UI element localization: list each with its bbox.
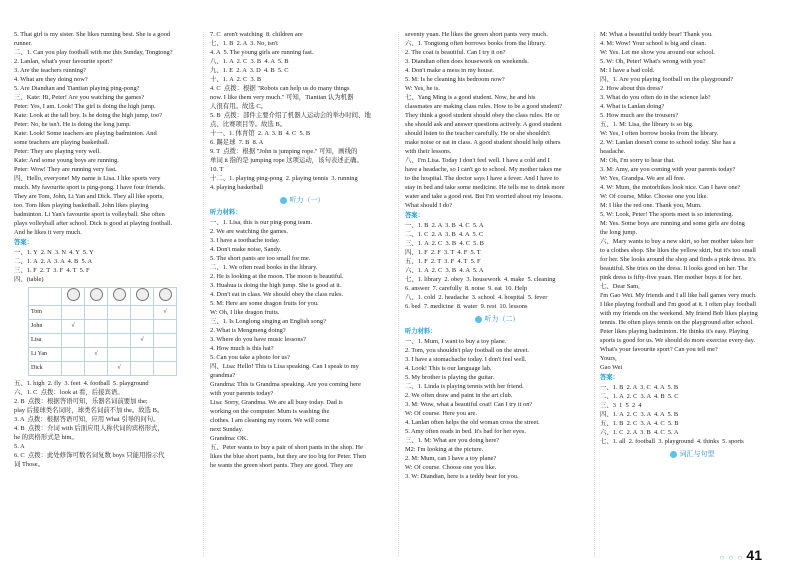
sport-ball-icon (113, 288, 126, 301)
text-line: What should I do? (405, 202, 453, 209)
text-line: he 的宾格形式是 him。 (14, 434, 78, 441)
text-line: 听力材料： (405, 328, 437, 335)
text-line: W: Yes, I often borrow books from the library. (600, 130, 719, 137)
text-line: 2. Tom, you shouldn't play football on the street. (405, 347, 529, 354)
text-line: Peter: No, he isn't. He is doing the long jump. (14, 121, 131, 128)
text-line: 5. M: Is he cleaning his bedroom now? (405, 76, 505, 83)
text-line: to the hospital. The doctor says I have a fever. And I have to (405, 175, 559, 182)
text-line: 六、1. Tongtong often borrows books from the library. (405, 40, 546, 47)
text-line: 听力材料： (210, 209, 242, 216)
text-line: Lisa: Sorry, Grandma. We are all busy today. Dad is (210, 399, 343, 406)
text-line: 6. C 点拨：此处修饰可数名词复数 boys 只能用指示代 (14, 452, 165, 459)
text-line: 9. T 点拨：根据 "John is jumping rope." 可知，画线的 (210, 148, 358, 155)
text-line: 2. What is Mengmeng doing? (210, 327, 286, 334)
text-line: 3. W: Diandian, here is a teddy bear for you. (405, 473, 519, 480)
text-line: Gao Wei (600, 364, 623, 371)
text-line: 答案： (405, 212, 424, 219)
text-line: M: Oh, I'm sorry to hear that. (600, 157, 675, 164)
text-line: water and take a good rest. But I'm worried about my lessons. (405, 193, 563, 200)
text-line: with their lessons. (405, 148, 452, 155)
text-line: W: Of course. Choose one you like. (405, 464, 497, 471)
text-line: 五、1. B 2. C 3. A 4. C 5. B (600, 420, 679, 427)
text-line: W: Yes. Let me show you around our school. (600, 49, 715, 56)
text-line: beautiful. She tries on the dress. It looks good on her. The (600, 265, 748, 272)
text-line: 4. M: Wow! Your school is big and clean. (600, 40, 707, 47)
text-line: M2: I'm looking at the picture. (405, 446, 484, 453)
text-line: 2. B 点拨：根据答语可知，乐器名词前要加 the; (14, 398, 148, 405)
text-line: Kate: And some young boys are running. (14, 157, 119, 164)
text-line: 二、1. A 2. A 3. A 4. B 5. A (14, 258, 93, 265)
text-line: 4. B 点拨：介词 with 后面应用人称代词的宾格形式， (14, 425, 164, 432)
text-line: make noise or eat in class. A good student should help others (405, 139, 561, 146)
text-line: pink dress is fifty-five yuan. Her mother buys it for her. (600, 274, 742, 281)
text-line: 一、1. Y 2. N 3. N 4. Y 5. Y (14, 249, 94, 256)
text-line: 四、Hello, everyone! My name is Lisa. I like sports very (14, 175, 161, 182)
text-line: play 后接球类名词时，球类名词前不加 the。故选 B。 (14, 407, 164, 414)
section-title: 听力（一） (210, 196, 394, 205)
text-line: 4. How much is this hat? (210, 345, 274, 352)
text-line: 三、Kate: Hi, Peter! Are you watching the games? (14, 94, 145, 101)
text-line: W: Yes, Grandpa. We are all free. (600, 175, 686, 182)
text-line: Peter: They are playing very well. (14, 148, 101, 155)
text-line: 5. The short pants are too small for me. (210, 255, 311, 262)
text-line: 4. What are they doing now? (14, 76, 88, 83)
text-line: 3. M: Wow, what a beautiful coat! Can I try it on? (405, 401, 533, 408)
text-line: 4. What is Lanlan doing? (600, 103, 665, 110)
text-line: 3. Are the teachers running? (14, 67, 86, 74)
text-line: 5. How much are the trousers? (600, 112, 679, 119)
text-line: some teachers are playing basketball. (14, 139, 110, 146)
text-line: M: What a beautiful teddy bear! Thank you. (600, 31, 713, 38)
text-line: he wants the green short pants. They are good. They are (210, 462, 353, 469)
text-line: 二、1. We often read books in the library. (210, 264, 318, 271)
column-3 (405, 30, 589, 558)
text-line: Yours, (600, 355, 617, 362)
text-line: 2. We are watching the games. (210, 228, 288, 235)
text-line: 4. A 5. The young girls are running fast. (210, 49, 314, 56)
text-line: 三、3 1 5 2 4 (600, 402, 642, 409)
text-line: 3. I have a stomachache today. I don't feel well. (405, 356, 527, 363)
text-line: Peter likes playing badminton. He thinks it's easy. Playing (600, 328, 749, 335)
text-line: 十一、1. 体育馆 2. A 3. B 4. C 5. B (210, 130, 311, 137)
text-line: 八、1. A 2. C 3. B 4. A 5. B (210, 58, 289, 65)
text-line: tennis. He often plays tennis on the playground after school. (600, 319, 754, 326)
text-line: plays volleyball after school. Dick is good at playing football. (14, 220, 173, 227)
text-line: 5. W: Oh, Peter! What's wrong with you? (600, 58, 706, 65)
column-divider (594, 32, 595, 557)
text-line: 一、1. B 2. A 3. C 4. A 5. B (600, 384, 679, 391)
text-line: 一、1. B 2. A 3. B 4. C 5. A (405, 222, 484, 229)
text-line: now. I like them very much." 可知，Tiantian 认为机器 (210, 94, 354, 101)
text-line: 二、1. C 2. A 3. B 4. A 5. C (405, 231, 484, 238)
section-dot-icon (475, 316, 482, 323)
text-line: have a headache, so I can't go to school. My mother takes me (405, 166, 562, 173)
section-title: 听力（二） (405, 315, 589, 324)
text-line: W: Of course. Here you are. (405, 410, 477, 417)
text-line: 3. Where do you have music lessons? (210, 336, 306, 343)
text-line: W: Of course, Mike. Choose one you like. (600, 193, 709, 200)
text-line: 4. playing basketball (210, 184, 264, 191)
text-line: 2. How about this dress? (600, 85, 664, 92)
text-line: 六、1. C 2. A 3. B 4. C 5. A (600, 429, 679, 436)
section-title: 词汇与句型 (600, 450, 784, 459)
text-line: 5. M: Here are some dragon fruits for you. (210, 300, 319, 307)
text-line: 5. Can you take a photo for us? (210, 354, 290, 361)
text-line: classmates are making class rules. How to be a good student? (405, 103, 563, 110)
text-line: 3. I have a toothache today. (210, 237, 281, 244)
text-line: 十二、1. playing ping-pong 2. playing tennis 3. running (210, 175, 358, 182)
text-line: 三、1. Is Longlong singing an English song? (210, 318, 326, 325)
text-line: 4. Don't make noise, Sandy. (210, 246, 282, 253)
column-2 (210, 30, 394, 558)
table-row: Tom √ (29, 306, 177, 320)
text-line: 4. Lanlan often helps the old woman cross the street. (405, 419, 540, 426)
text-line: 一、1. Lisa, this is our ping-pong team. (210, 219, 313, 226)
text-line: sports is good for us. We should do more exercise every day. (600, 337, 755, 344)
page-number: ○ ○ ○ 41 (719, 547, 762, 563)
text-line: grandma? (210, 372, 236, 379)
text-line: for her. She looks around the shop and finds a pink dress. It's (600, 256, 756, 263)
section-dot-icon (670, 451, 677, 458)
table-row: Li Yan √ (29, 348, 177, 362)
text-line: 二、1. Can you play football with me this Sunday, Tongtong? (14, 49, 173, 56)
text-line: 5. That girl is my sister. She likes running best. She is a good (14, 31, 171, 38)
text-line: she should ask and answer questions actively. A good student (405, 121, 562, 128)
text-line: W: Oh, I like dragon fruits. (210, 309, 280, 316)
text-line: They think a good student should obey the class rules. He or (405, 112, 560, 119)
sport-ball-icon (136, 288, 149, 301)
text-line: 点、比赛项目等。故选 B。 (210, 121, 287, 128)
text-line: 七、1. all 2. football 3. playground 4. thinks 5. sports (600, 438, 744, 445)
column-divider (398, 32, 399, 557)
text-line: 单词 it 指的是 jumping rope 这项运动，该句表述正确。 (210, 157, 363, 164)
text-line: 七、1. B 2. A 3. No, isn't (210, 40, 278, 47)
text-line: Kate: Look at the tall boy. Is he doing the high jump, too? (14, 112, 162, 119)
table-row: John √ (29, 320, 177, 334)
text-line: stay in bed and take some medicine. He tells me to drink more (405, 184, 565, 191)
text-line: seventy yuan. He likes the green short pants very much. (405, 31, 548, 38)
text-line: 三、1. F 2. T 3. F 4. T 5. F (14, 267, 90, 274)
text-line: 五、1. F 2. T 3. F 4. T 5. F (405, 258, 481, 265)
text-line: 四、1. Are you playing football on the playground? (600, 76, 734, 83)
text-line: with my friends on the weekend. My friend Bob likes playing (600, 310, 758, 317)
text-line: with your parents today? (210, 390, 274, 397)
sport-ball-icon (90, 288, 103, 301)
text-line: 词 Those。 (14, 461, 44, 468)
text-line: I'm Gao Wei. My friends and I all like ball games very much. (600, 292, 757, 299)
text-line: 二、1. A 2. C 3. A 4. B 5. C (600, 393, 679, 400)
text-line: 2. M: Mum, can I have a toy plane? (405, 455, 497, 462)
text-line: 3. Huahua is doing the high jump. She is good at it. (210, 282, 342, 289)
text-line: 4. C 点拨：根据 "Robots can help us do many things (210, 85, 350, 92)
text-line: Grandma: This is Grandma speaking. Are you coming here (210, 381, 361, 388)
text-line: working on the computer. Mum is washing the (210, 408, 330, 415)
text-line: Peter: Yes, I am. Look! The girl is doing the high jump. (14, 103, 156, 110)
text-line: 2. We often draw and paint in the art club. (405, 392, 513, 399)
text-line: Grandma: OK. (210, 435, 248, 442)
text-line: 七、1. library 2. obey 3. housework 4. make 5. cleaning (405, 276, 556, 283)
text-line: 五、Peter wants to buy a pair of short pants in the shop. He (210, 444, 363, 451)
text-line: 4. Don't make a mess in my house. (405, 67, 495, 74)
text-line: 答案： (600, 374, 619, 381)
text-line: 六、1. C 点拨：look at 看，后接宾语。 (14, 389, 124, 396)
text-line: 三、1. M: What are you doing here? (405, 437, 500, 444)
text-line: 6. answer 7. carefully 8. noise 9. eat 10. Help (405, 285, 528, 292)
text-line: 一、1. Mum, I want to buy a toy plane. (405, 338, 507, 345)
column-4 (600, 30, 784, 558)
text-line: What's your favourite sport? Can you tell me? (600, 346, 718, 353)
text-line: M: I like the red one. Thank you, Mum. (600, 202, 702, 209)
text-line: the long jump. (600, 229, 638, 236)
text-line: 八、I'm Lisa. Today I don't feel well. I have a cold and I (405, 157, 550, 164)
text-line: 四、Lisa: Hello! This is Lisa speaking. Can I speak to my (210, 363, 359, 370)
text-line: They are Tom, John, Li Yan and Dick. They all like sports, (14, 193, 164, 200)
sport-ball-icon (67, 288, 80, 301)
text-line: 四、1. F 2. F 3. T 4. F 5. T (405, 249, 481, 256)
text-line: 4. Look! This is our language lab. (405, 365, 492, 372)
text-line: 五、1. M: Lisa, the library is so big. (600, 121, 694, 128)
text-line: 二、1. Linda is playing tennis with her friend. (405, 383, 524, 390)
text-line: W: Yes, he is. (405, 85, 440, 92)
text-line: next Sunday. (210, 426, 243, 433)
text-line: 6. bed 7. medicine 8. water 9. rest 10. lessons (405, 303, 528, 310)
text-line: Kate: Look! Some teachers are playing badminton. And (14, 130, 157, 137)
text-line: 5. Are Diandian and Tiantian playing ping-pong? (14, 85, 140, 92)
text-line: 2. He is looking at the moon. The moon is beautiful. (210, 273, 344, 280)
text-line: 十、1. A 2. C 3. B (210, 76, 262, 83)
text-line: 九、1. E 2. A 3. D 4. B 5. C (210, 67, 289, 74)
text-line: 6. 踢足球 7. B 8. A (210, 139, 264, 146)
text-line: 5. W: Look, Peter! The sports meet is so interesting. (600, 211, 733, 218)
text-line: headache. (600, 148, 626, 155)
text-line: 5. A (14, 443, 25, 450)
text-line: 五、1. high 2. fly 3. feet 4. football 5. playground (14, 380, 149, 387)
text-line: 3. A 点拨：根据答语可知，应用 What 引导的问句。 (14, 416, 160, 423)
text-line: 七、Yang Ming is a good student. Now, he and his (405, 94, 536, 101)
text-line: 3. What do you often do in the science lab? (600, 94, 711, 101)
text-line: 2. W: Lanlan doesn't come to school today. She has a (600, 139, 736, 146)
sports-table (28, 287, 177, 376)
table-row: Dick √ (29, 362, 177, 376)
text-line: 三、1. A 2. C 3. B 4. C 5. B (405, 240, 484, 247)
text-line: 六、1. A 2. C 3. B 4. A 5. A (405, 267, 484, 274)
text-line: 七、Dear Sam, (600, 283, 640, 290)
text-line: 3. Diandian often does housework on weekends. (405, 58, 529, 65)
text-line: 4. Don't eat in class. We should obey the class rules. (210, 291, 344, 298)
text-line: likes the blue short pants, but they are too big for Peter. Then (210, 453, 367, 460)
text-line: 5. My brother is playing the guitar. (405, 374, 495, 381)
text-line: much. My favourite sport is ping-pong. I have four friends. (14, 184, 166, 191)
text-line: M: Yes. Some boys are running and some girls are doing (600, 220, 745, 227)
column-1 (14, 30, 198, 558)
table-row: Lisa √ (29, 334, 177, 348)
text-line: 人很有用。故选 C。 (210, 103, 267, 110)
text-line: clothes. I am cleaning my room. We will come (210, 417, 330, 424)
text-line: 4. W: Mum, the motorbikes look nice. Can I have one? (600, 184, 741, 191)
text-line: too. Tom likes playing basketball. John likes playing (14, 202, 149, 209)
text-line: 3. M: Amy, are you coming with your parents today? (600, 166, 736, 173)
text-line: badminton. Li Yan's favourite sport is volleyball. She often (14, 211, 165, 218)
text-line: And he likes it very much. (14, 229, 82, 236)
text-line: 答案： (14, 239, 33, 246)
text-line: M: I have a bad cold. (600, 67, 655, 74)
text-line: 四、1. A 2. C 3. A 4. A 5. B (600, 411, 679, 418)
text-line: 10. T (210, 166, 224, 173)
text-line: runner. (14, 40, 32, 47)
text-line: 六、Mary wants to buy a new skirt, so her mother takes her (600, 238, 754, 245)
text-line: 2. Lanlan, what's your favourite sport? (14, 58, 113, 65)
section-dot-icon (280, 197, 287, 204)
text-line: 5. B 点拨：部件主要介绍了机器人运动会的举办时间、地 (210, 112, 371, 119)
text-line: 2. The coat is beautiful. Can I try it on? (405, 49, 506, 56)
text-line: 7. C aren't watching 8. children are (210, 31, 303, 38)
text-line: 八、1. cold 2. headache 3. school 4. hospital 5. fever (405, 294, 548, 301)
column-divider (203, 32, 204, 557)
text-line: 四、(table) (14, 276, 44, 283)
page-number-decoration: ○ ○ ○ (719, 553, 744, 562)
text-line: 5. Amy often reads in bed. It's bad for her eyes. (405, 428, 526, 435)
text-line: Peter: Wow! They are running very fast. (14, 166, 117, 173)
text-line: to a clothes shop. She likes the yellow skirt, but it's too small (600, 247, 756, 254)
text-line: should listen to the teacher carefully. He or she shouldn't (405, 130, 550, 137)
text-line: I like playing football and I'm good at it. I often play football (600, 301, 757, 308)
sport-ball-icon (159, 288, 172, 301)
